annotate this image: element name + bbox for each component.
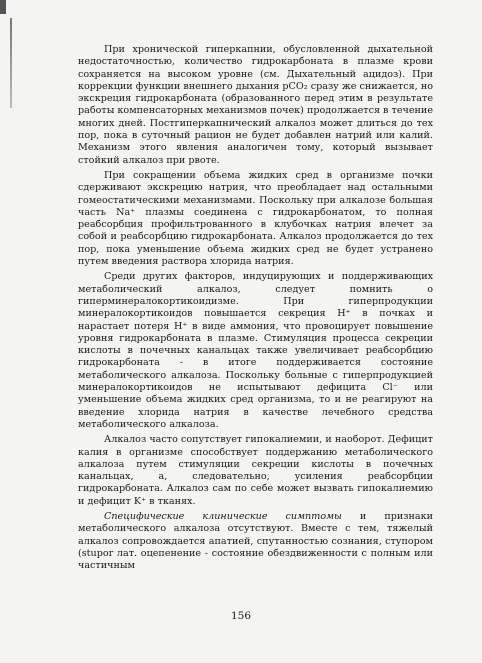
paragraph-1: При хронической гиперкапнии, обусловленной дыхательной недостаточностью, количество гидрокарбоната в плазме крови сохраняется на высоком уровне (см. Дыхательный ацидоз). При коррекции функции внешнего дыхания pCO₂ сразу же снижается, но экскреция гидрокарбоната (образованного перед этим в результате работы компенсаторных механизмов почек) продолжается в течение многих дней. Постгиперкапнический алкалоз может длиться до тех пор, пока в суточный рацион не будет добавлен натрий или калий. Механизм этого явления аналогичен тому, который вызывает стойкий алкалоз при рвоте. — [78, 44, 433, 166]
paragraph-4: Алкалоз часто сопутствует гипокалиемии, и наоборот. Дефицит калия в организме способствует поддержанию метаболического алкалоза путем стимуляции секреции кислоты в почечных канальцах, а, следовательно, усиления реабсорбции гидрокарбоната. Алкалоз сам по себе может вызвать гипокалиемию и дефицит K⁺ в тканях. — [78, 434, 433, 507]
paragraph-5 — [78, 511, 433, 572]
paragraph-2: При сокращении объема жидких сред в организме почки сдерживают экскрецию натрия, что преобладает над остальными гомеостатическими механизмами. Поскольку при алкалозе большая часть Na⁺ плазмы соединена с гидрокарбонатом, то полная реабсорбция профильтрованного в клубочках натрия влечет за собой и реабсорбцию гидрокарбоната. Алкалоз продолжается до тех пор, пока уменьшение объема жидких сред не будет устранено путем введения раствора хлорида натрия. — [78, 169, 433, 268]
paragraph-3: Среди других факторов, индуцирующих и поддерживающих метаболический алкалоз, следует помнить о гиперминералокортикоидизме. При гиперпродукции минералокортикоидов повышается секреция H⁺ в почках и нарастает потеря H⁺ в виде аммония, что провоцирует повышение уровня гидрокарбоната в плазме. Стимуляция процесса секреции кислоты в почечных канальцах также увеличивает реабсорбцию гидрокарбоната - в итоге поддерживается состояние метаболического алкалоза. Поскольку больные с гиперпродукцией минералокортикоидов не испытывают дефицита Cl⁻ или уменьшение объема жидких сред организма, то и не реагируют на введение хлорида натрия в качестве лечебного средства метаболического алкалоза. — [78, 271, 433, 430]
body-text — [78, 44, 433, 574]
scan-edge-mark — [10, 18, 12, 108]
page-number: 156 — [230, 610, 252, 622]
clinical-symptoms-heading: Специфические клинические симптомы — [104, 510, 342, 522]
paragraph-5-text: и признаки метаболического алкалоза отсутствуют. Вместе с тем, тяжелый алкалоз сопровождается апатией, спутанностью сознания, ступором (stupor лат. оцепенение - состояние обездвиженности с полным или частичным — [78, 510, 433, 572]
scan-edge-corner — [0, 0, 6, 14]
